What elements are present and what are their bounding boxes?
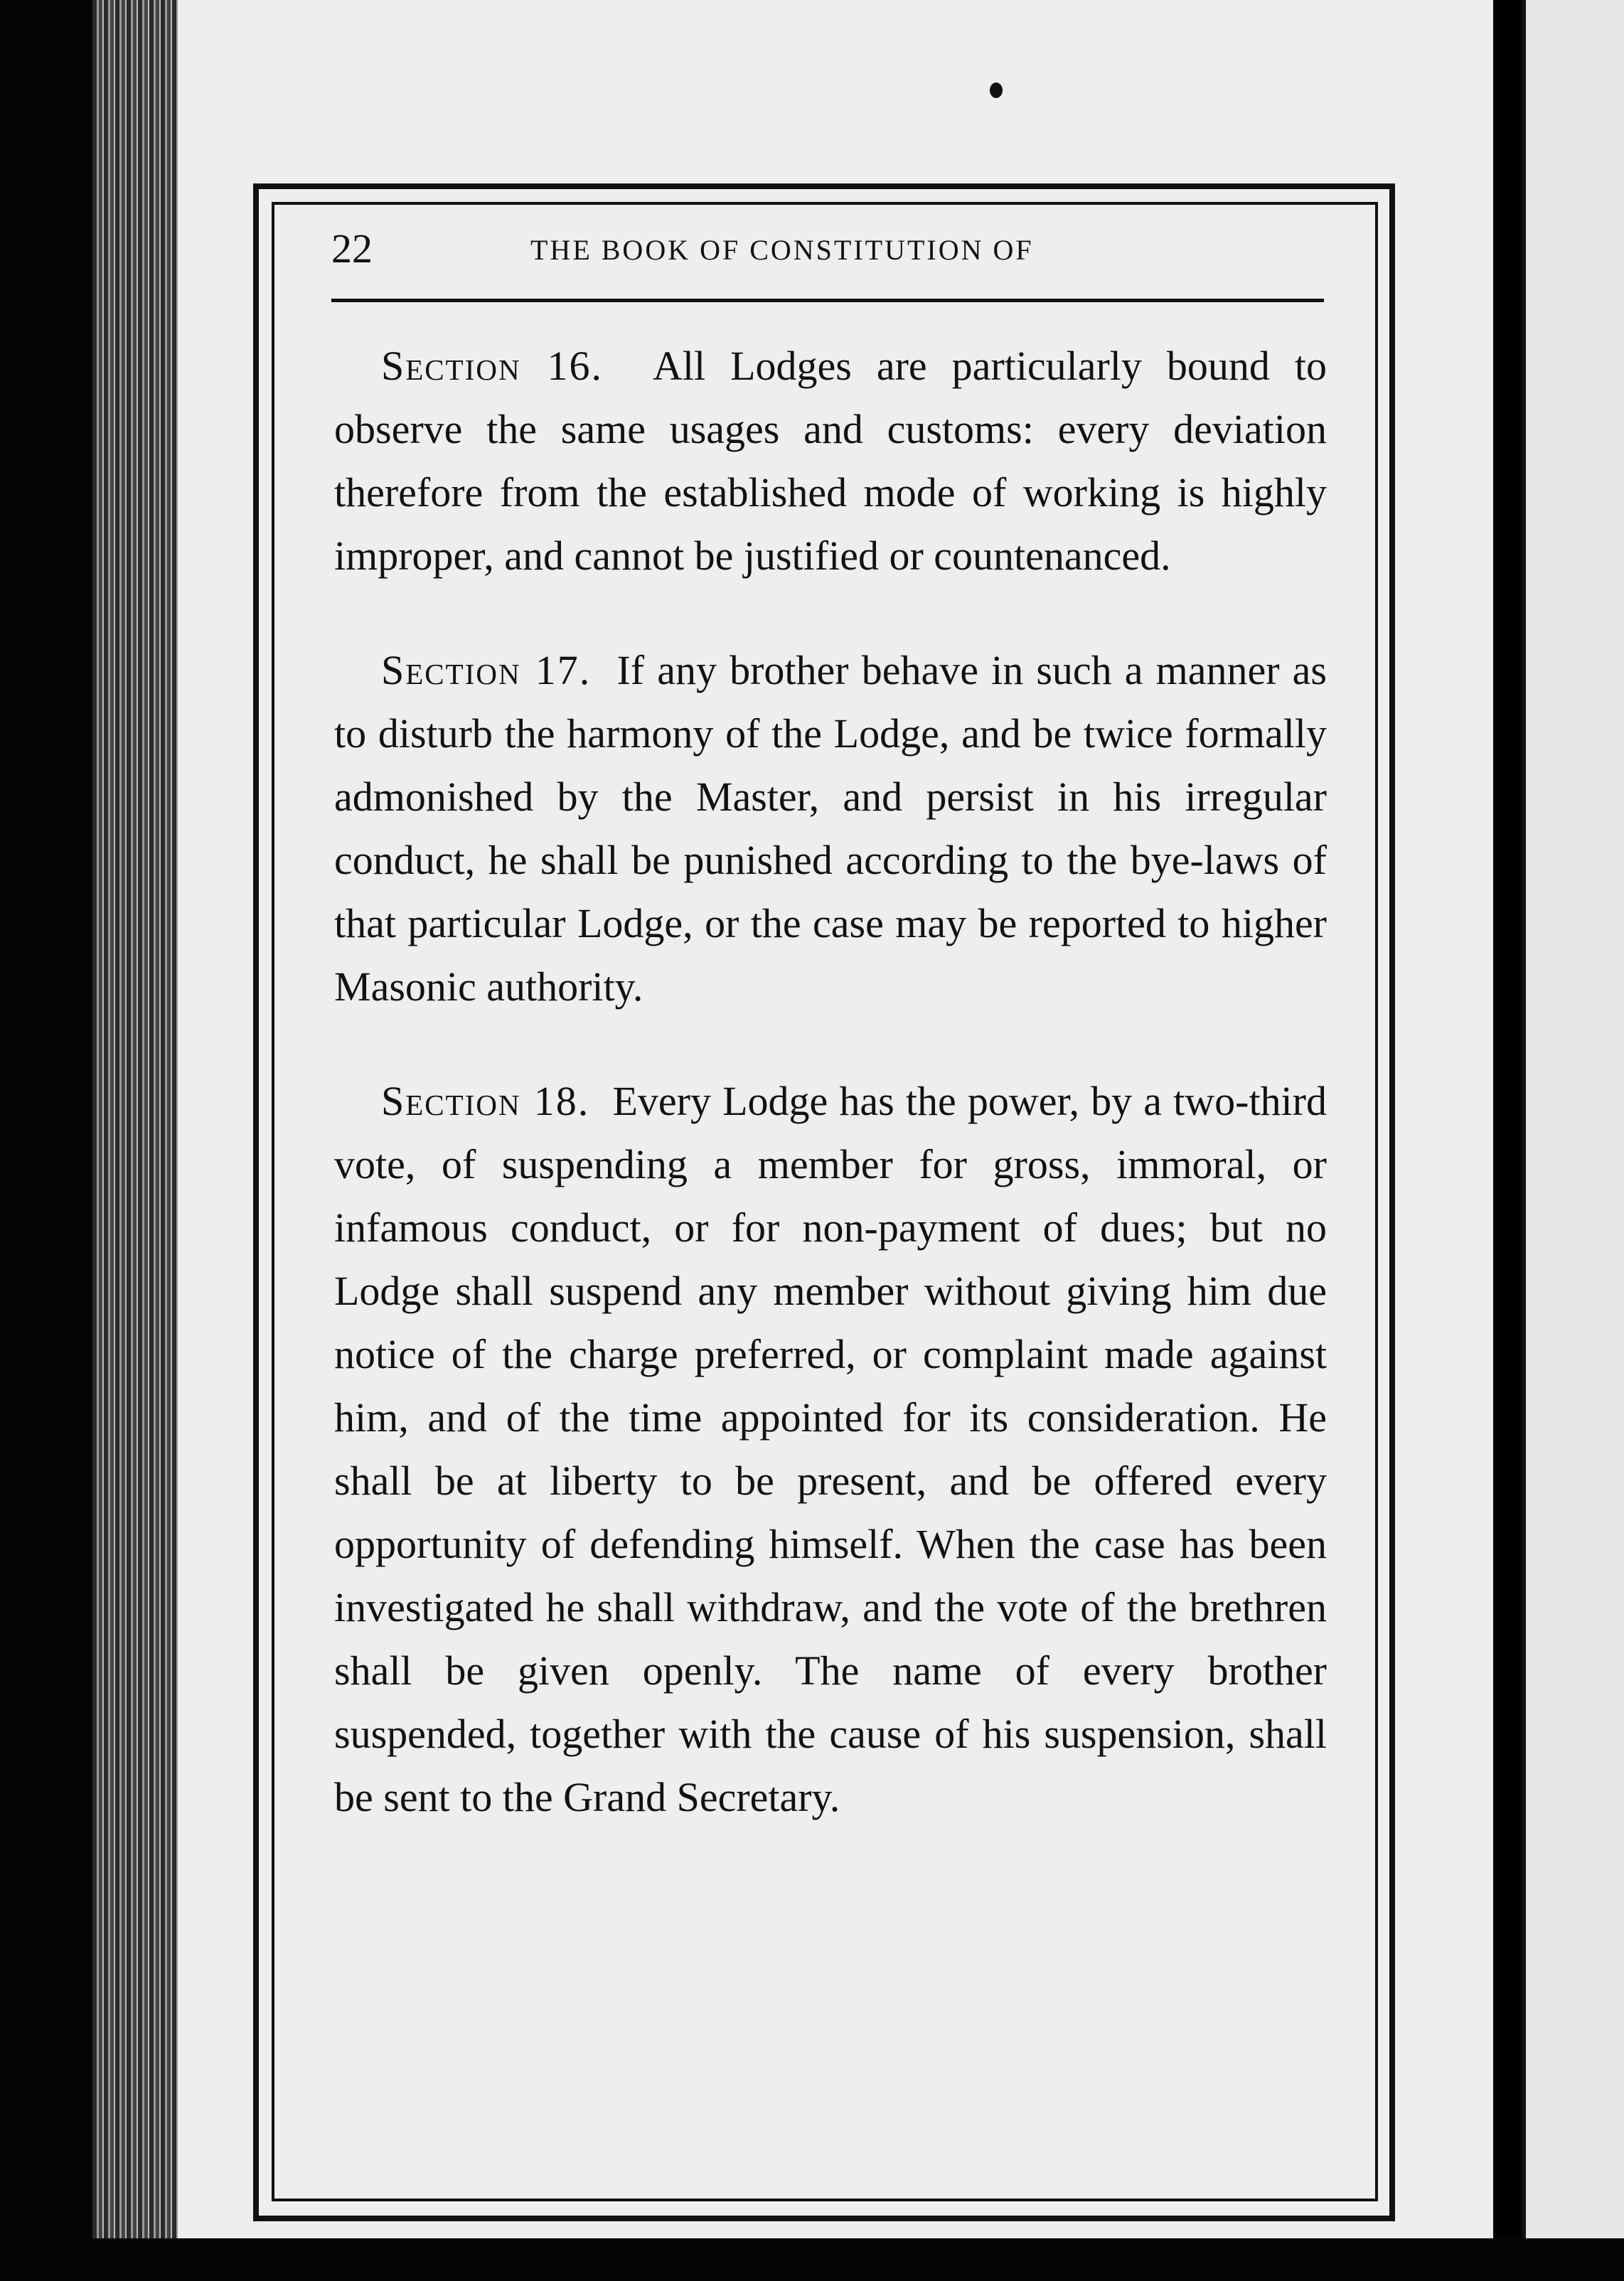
ink-speck xyxy=(990,82,1003,98)
body-text xyxy=(334,334,1327,1829)
section-16 xyxy=(334,334,1327,587)
section-body: If any brother behave in such a manner as to disturb the harmony of the Lodge, and be twice formally admonished by the Master, and persist in his irregular conduct, he shall be punished according to the bye-laws of that particular Lodge, or the case may be reported to higher Masonic authority. xyxy=(334,647,1327,1010)
section-18 xyxy=(334,1069,1327,1829)
section-heading: Section 17. xyxy=(381,647,592,693)
running-title: THE BOOK OF CONSTITUTION OF xyxy=(530,234,1034,266)
page-number: 22 xyxy=(331,225,373,272)
page-edges xyxy=(92,0,178,2281)
section-body: Every Lodge has the power, by a two-third vote, of suspending a member for gross, immoral, or infamous conduct, or for non-payment of dues; but no Lodge shall suspend any member without giving him due notice of the charge preferred, or complaint made against him, and of the time appointed for its consideration. He shall be at liberty to be present, and be offered every opportunity of defending himself. When the case has been investigated he shall withdraw, and the vote of the brethren shall be given openly. The name of every brother suspended, together with the cause of his suspension, shall be sent to the Grand Secretary. xyxy=(334,1078,1327,1820)
bottom-shadow xyxy=(0,2238,1624,2281)
section-heading: Section 18. xyxy=(381,1078,590,1124)
section-17 xyxy=(334,639,1327,1018)
header-rule xyxy=(331,299,1324,302)
adjacent-page-edge xyxy=(1522,0,1624,2281)
book-spine-shadow xyxy=(0,0,92,2281)
section-body: All Lodges are particularly bound to observe the same usages and customs: every deviation therefore from the established mode of working is highly improper, and cannot be justified or countenanced. xyxy=(334,343,1327,579)
right-gutter-shadow xyxy=(1493,0,1522,2281)
section-heading: Section 16. xyxy=(381,343,604,389)
running-header xyxy=(331,225,1324,272)
